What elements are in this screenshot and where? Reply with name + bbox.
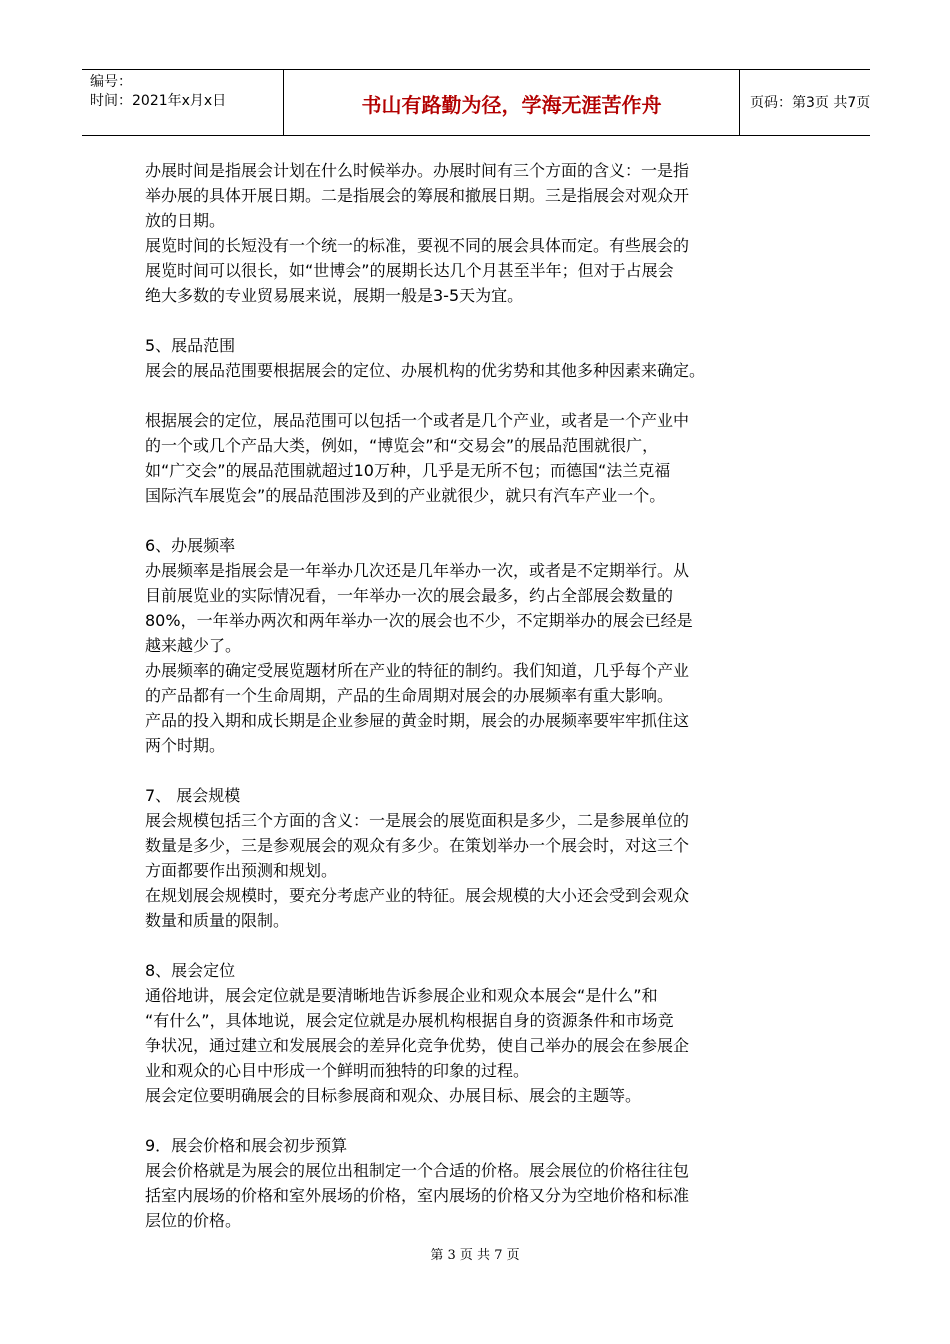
body-text-line: 括室内展场的价格和室外展场的价格，室内展场的价格又分为空地价格和标准: [145, 1186, 690, 1205]
body-text-line: 展览时间的长短没有一个统一的标准，要视不同的展会具体而定。有些展会的: [145, 236, 690, 255]
body-text-line: 6、办展频率: [145, 536, 236, 555]
body-text-line: 两个时期。: [145, 736, 226, 755]
body-text-line: 的产品都有一个生命周期，产品的生命周期对展会的办展频率有重大影响。: [145, 686, 674, 705]
header-motto: 书山有路勤为径，学海无涯苦作舟: [361, 93, 662, 117]
body-text-line: 展会规模包括三个方面的含义：一是展会的展览面积是多少，二是参展单位的: [145, 811, 690, 830]
blank-line: [145, 758, 805, 783]
body-text-line: 展会价格就是为展会的展位出租制定一个合适的价格。展会展位的价格往往包: [145, 1161, 690, 1180]
body-text-line: 根据展会的定位，展品范围可以包括一个或者是几个产业，或者是一个产业中: [145, 411, 690, 430]
body-text-line: 国际汽车展览会”的展品范围涉及到的产业就很少，就只有汽车产业一个。: [145, 486, 666, 505]
body-text-line: 在规划展会规模时，要充分考虑产业的特征。展会规模的大小还会受到会观众: [145, 886, 690, 905]
body-text-line: 目前展览业的实际情况看，一年举办一次的展会最多，约占全部展会数量的: [145, 586, 674, 605]
body-text-line: 放的日期。: [145, 211, 226, 230]
page-footer: 第 3 页 共 7 页: [430, 1248, 520, 1263]
blank-line: [145, 933, 805, 958]
blank-line: [145, 383, 805, 408]
blank-line: [145, 508, 805, 533]
body-text-line: 9．展会价格和展会初步预算: [145, 1136, 348, 1155]
body-text-line: 办展频率的确定受展览题材所在产业的特征的制约。我们知道，几乎每个产业: [145, 661, 690, 680]
body-text-line: 争状况，通过建立和发展展会的差异化竞争优势，使自己举办的展会在参展企: [145, 1036, 690, 1055]
body-text-line: 展会定位要明确展会的目标参展商和观众、办展目标、展会的主题等。: [145, 1086, 642, 1105]
body-text-line: 办展频率是指展会是一年举办几次还是几年举办一次，或者是不定期举行。从: [145, 561, 690, 580]
body-text-line: 产品的投入期和成长期是企业参屉的黄金时期，展会的办展频率要牢牢抓住这: [145, 711, 690, 730]
header-meta-cell: [82, 70, 284, 135]
page-header: [82, 69, 870, 136]
body-text-line: 办展时间是指展会计划在什么时候举办。办展时间有三个方面的含义：一是指: [145, 161, 690, 180]
blank-line: [145, 1108, 805, 1133]
document-number-label: 编号：: [90, 74, 132, 90]
body-text-line: 5、展品范围: [145, 336, 236, 355]
body-text-line: 数量和质量的限制。: [145, 911, 290, 930]
body-text-line: 通俗地讲，展会定位就是要清晰地告诉参展企业和观众本展会“是什么”和: [145, 986, 658, 1005]
body-text-line: 如“广交会”的展品范围就超过10万种，几乎是无所不包；而德国“法兰克福: [145, 461, 671, 480]
body-text-line: 越来越少了。: [145, 636, 242, 655]
document-body: [145, 158, 805, 1233]
document-time-label: 时间：2021年x月x日: [90, 93, 227, 109]
body-text-line: 展览时间可以很长，如“世博会”的展期长达几个月甚至半年；但对于占展会: [145, 261, 674, 280]
body-text-line: 数量是多少，三是参观展会的观众有多少。在策划举办一个展会时，对这三个: [145, 836, 690, 855]
body-text-line: 的一个或几个产品大类，例如，“博览会”和“交易会”的展品范围就很广，: [145, 436, 659, 455]
body-text-line: 绝大多数的专业贸易展来说，展期一般是3-5天为宜。: [145, 286, 524, 305]
body-text-line: 7、 展会规模: [145, 786, 241, 805]
body-text-line: 举办展的具体开展日期。二是指展会的筹展和撤展日期。三是指展会对观众开: [145, 186, 690, 205]
body-text-line: 业和观众的心目中形成一个鲜明而独特的印象的过程。: [145, 1061, 530, 1080]
header-page-cell: [740, 70, 870, 135]
body-text-line: 层位的价格。: [145, 1211, 242, 1230]
body-text-line: 8、展会定位: [145, 961, 236, 980]
header-page-info: 页码：第3页 共7页: [750, 95, 871, 111]
body-text-line: 80%，一年举办两次和两年举办一次的展会也不少，不定期举办的展会已经是: [145, 611, 693, 630]
header-motto-cell: [284, 70, 740, 135]
blank-line: [145, 308, 805, 333]
body-text-line: 方面都要作出预测和规划。: [145, 861, 338, 880]
body-text-line: “有什么”，具体地说，展会定位就是办展机构根据自身的资源条件和市场竞: [145, 1011, 674, 1030]
body-text-line: 展会的展品范围要根据展会的定位、办展机构的优劣势和其他多种因素来确定。: [145, 361, 706, 380]
